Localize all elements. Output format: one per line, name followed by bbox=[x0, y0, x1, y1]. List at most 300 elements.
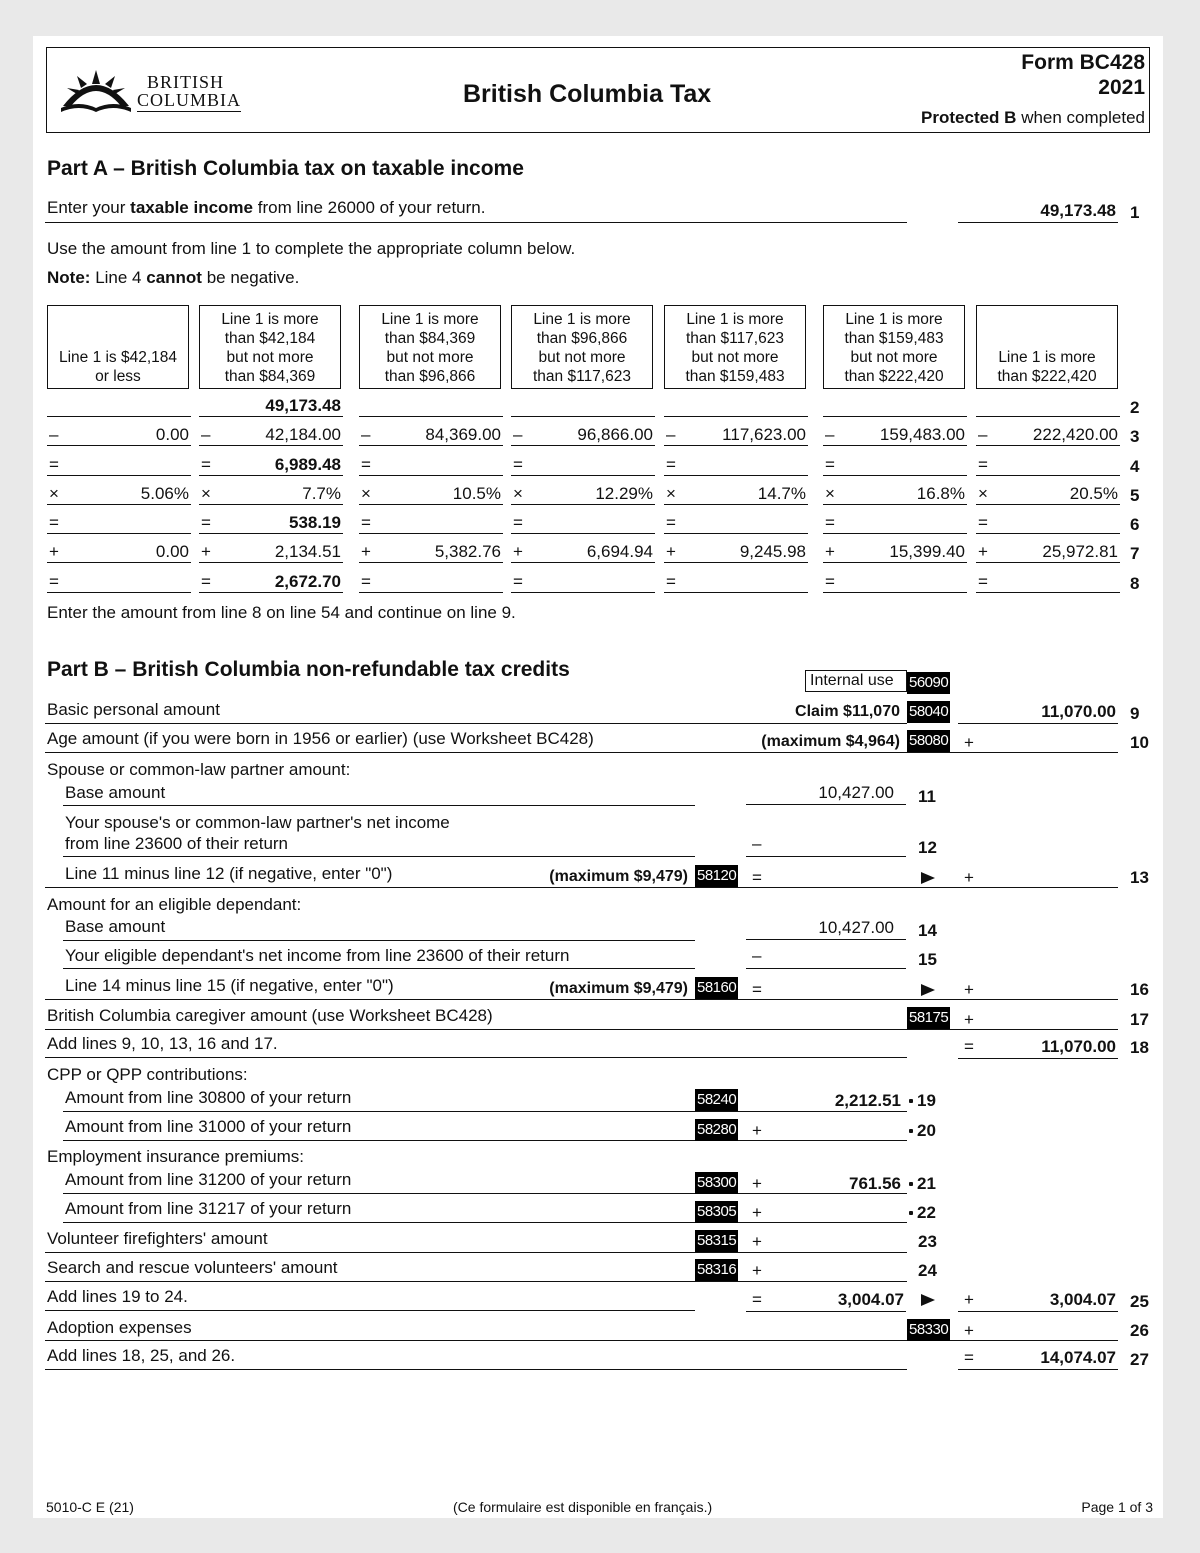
header-line: but not more bbox=[226, 349, 314, 366]
rate-cell-line2[interactable] bbox=[511, 395, 655, 417]
operator-symbol: + bbox=[666, 542, 676, 561]
line19-rule bbox=[63, 1111, 907, 1112]
header-line: but not more bbox=[850, 349, 938, 366]
cell-value: 6,694.94 bbox=[586, 542, 653, 561]
cell-value: 9,245.98 bbox=[739, 542, 806, 561]
bc-sun-logo-icon bbox=[59, 66, 133, 114]
line25-arrow-icon bbox=[921, 1294, 935, 1306]
operator-symbol: = bbox=[513, 513, 523, 532]
line-number-5: 5 bbox=[1130, 486, 1140, 505]
rate-cell-line4[interactable] bbox=[823, 454, 967, 476]
cell-value: 5,382.76 bbox=[434, 542, 501, 561]
line-number-25: 25 bbox=[1130, 1292, 1149, 1311]
line17-rule bbox=[45, 1029, 1118, 1030]
search-rescue-label: Search and rescue volunteers' amount bbox=[47, 1258, 338, 1277]
line-number-10: 10 bbox=[1130, 733, 1149, 752]
line-number-9: 9 bbox=[1130, 704, 1140, 723]
operator-symbol: – bbox=[666, 425, 676, 444]
rate-cell-line4[interactable] bbox=[199, 454, 343, 476]
rate-cell-line7[interactable] bbox=[47, 541, 191, 563]
spouse-net-label-1: Your spouse's or common-law partner's net income bbox=[65, 813, 450, 832]
line-number-14: 14 bbox=[918, 921, 937, 940]
cell-value: 159,483.00 bbox=[879, 425, 965, 444]
line14-rule bbox=[63, 940, 695, 941]
line21-plus: + bbox=[752, 1174, 762, 1193]
line16-arrow-icon bbox=[921, 984, 935, 996]
rate-cell-line4[interactable] bbox=[511, 454, 655, 476]
code-58316: 58316 bbox=[695, 1259, 738, 1281]
line19-bullet-icon bbox=[909, 1099, 913, 1103]
line27-value: 14,074.07 bbox=[1040, 1348, 1116, 1367]
header-line: than $117,623 bbox=[686, 330, 784, 347]
line-number-24: 24 bbox=[918, 1261, 937, 1280]
line21-bullet-icon bbox=[909, 1182, 913, 1186]
rate-cell-line8[interactable] bbox=[823, 571, 967, 593]
rate-cell-line3[interactable] bbox=[823, 424, 967, 446]
add25-rule bbox=[45, 1310, 695, 1311]
operator-symbol: + bbox=[978, 542, 988, 561]
rate-column-header-text bbox=[59, 348, 177, 386]
cpp-heading: CPP or QPP contributions: bbox=[47, 1065, 248, 1084]
form-code: 5010-C E (21) bbox=[46, 1499, 134, 1515]
line15-minus: – bbox=[752, 946, 762, 965]
line22-bullet-icon bbox=[909, 1211, 913, 1215]
rate-cell-line2[interactable] bbox=[823, 395, 967, 417]
internal-use-label: Internal use bbox=[810, 672, 894, 689]
cell-value: 14.7% bbox=[757, 484, 806, 503]
cell-value: 2,134.51 bbox=[274, 542, 341, 561]
line18-field[interactable] bbox=[958, 1036, 1118, 1059]
line27-equals: = bbox=[964, 1348, 974, 1367]
line-number-26: 26 bbox=[1130, 1321, 1149, 1340]
rate-cell-line5[interactable] bbox=[976, 483, 1120, 505]
cell-value: 117,623.00 bbox=[722, 425, 806, 444]
header-line: Line 1 is more bbox=[845, 311, 943, 328]
form-name: Form BC428 bbox=[1021, 51, 1145, 74]
cell-value: 42,184.00 bbox=[265, 425, 341, 444]
cell-value: 16.8% bbox=[916, 484, 965, 503]
note-cannot: cannot bbox=[146, 268, 202, 287]
line11-field[interactable] bbox=[746, 782, 906, 805]
logo-line2: COLUMBIA bbox=[137, 90, 242, 110]
operator-symbol: = bbox=[978, 572, 988, 591]
line-number-13: 13 bbox=[1130, 868, 1149, 887]
header-line: Line 1 is more bbox=[381, 311, 479, 328]
operator-symbol: × bbox=[49, 484, 59, 503]
caregiver-label: British Columbia caregiver amount (use Worksheet BC428) bbox=[47, 1006, 493, 1025]
rate-cell-line5[interactable] bbox=[359, 483, 503, 505]
rate-cell-line8[interactable] bbox=[199, 571, 343, 593]
cell-value: 2,672.70 bbox=[274, 572, 341, 591]
part-a-instruction: Use the amount from line 1 to complete the appropriate column below. bbox=[47, 239, 576, 258]
dependant-heading: Amount for an eligible dependant: bbox=[47, 895, 302, 914]
operator-symbol: = bbox=[201, 513, 211, 532]
header-line: than $42,184 bbox=[224, 330, 316, 347]
operator-symbol: – bbox=[825, 425, 835, 444]
internal-use-code: 56090 bbox=[907, 672, 950, 694]
line1-label bbox=[47, 198, 485, 218]
add27-label: Add lines 18, 25, and 26. bbox=[47, 1346, 236, 1365]
internal-use-box bbox=[805, 670, 907, 692]
line12-rule bbox=[63, 856, 695, 857]
operator-symbol: – bbox=[361, 425, 371, 444]
line19-value: 2,212.51 bbox=[834, 1091, 901, 1110]
rate-column-header-text bbox=[381, 310, 478, 386]
rate-cell-line3[interactable] bbox=[47, 424, 191, 446]
line-number-11: 11 bbox=[918, 787, 936, 806]
line10-plus: + bbox=[964, 733, 974, 752]
operator-symbol: – bbox=[49, 425, 59, 444]
header-line: but not more bbox=[386, 349, 474, 366]
rate-cell-line4[interactable] bbox=[976, 454, 1120, 476]
add27-rule bbox=[45, 1369, 907, 1370]
line-number-3: 3 bbox=[1130, 427, 1140, 446]
rate-column-header-4 bbox=[511, 305, 653, 389]
header-line: Line 1 is $42,184 bbox=[58, 349, 178, 366]
rate-column-header-text bbox=[533, 310, 631, 386]
header-line: than $96,866 bbox=[536, 330, 628, 347]
ei-heading: Employment insurance premiums: bbox=[47, 1147, 304, 1166]
code-58305: 58305 bbox=[695, 1201, 738, 1223]
rate-column-header-1 bbox=[47, 305, 189, 389]
line1-field[interactable] bbox=[958, 200, 1118, 223]
rate-cell-line5[interactable] bbox=[199, 483, 343, 505]
rate-cell-line7[interactable] bbox=[359, 541, 503, 563]
line11-rule bbox=[63, 805, 695, 806]
line23-plus: + bbox=[752, 1232, 762, 1251]
ei2-label: Amount from line 31217 of your return bbox=[65, 1199, 352, 1218]
line24-plus: + bbox=[752, 1261, 762, 1280]
line1-value: 49,173.48 bbox=[1040, 201, 1116, 220]
code-58160: 58160 bbox=[695, 977, 738, 999]
line25-mid-field[interactable] bbox=[746, 1289, 906, 1312]
line-number-17: 17 bbox=[1130, 1010, 1149, 1029]
operator-symbol: + bbox=[513, 542, 523, 561]
operator-symbol: = bbox=[666, 455, 676, 474]
header-line: than $84,369 bbox=[224, 368, 316, 385]
note-label: Note: bbox=[47, 268, 91, 287]
spouse-net-label-2: from line 23600 of their return bbox=[65, 834, 289, 853]
line25-mid-value: 3,004.07 bbox=[837, 1290, 904, 1309]
rate-cell-line7[interactable] bbox=[664, 541, 808, 563]
rate-cell-line5[interactable] bbox=[47, 483, 191, 505]
line25-equals: = bbox=[752, 1290, 762, 1309]
line26-plus: + bbox=[964, 1321, 974, 1340]
rate-column-header-7 bbox=[976, 305, 1118, 389]
operator-symbol: × bbox=[666, 484, 676, 503]
spouse-heading: Spouse or common-law partner amount: bbox=[47, 760, 351, 779]
operator-symbol: + bbox=[825, 542, 835, 561]
line1-label-post: from line 26000 of your return. bbox=[257, 198, 486, 217]
rate-cell-line2[interactable] bbox=[664, 395, 808, 417]
form-header bbox=[46, 47, 1150, 133]
code-58300: 58300 bbox=[695, 1172, 738, 1194]
cpp2-label: Amount from line 31000 of your return bbox=[65, 1117, 352, 1136]
dependant-max-label: (maximum $9,479) bbox=[549, 980, 688, 997]
operator-symbol: = bbox=[361, 455, 371, 474]
page-number: Page 1 of 3 bbox=[1081, 1499, 1153, 1515]
cell-value: 49,173.48 bbox=[265, 396, 341, 415]
rate-cell-line5[interactable] bbox=[664, 483, 808, 505]
rate-column-header-3 bbox=[359, 305, 501, 389]
cell-value: 0.00 bbox=[155, 425, 189, 444]
line14-field[interactable] bbox=[746, 917, 906, 940]
line-number-4: 4 bbox=[1130, 457, 1140, 476]
line23-rule bbox=[45, 1252, 907, 1253]
french-note: (Ce formulaire est disponible en français.) bbox=[453, 1499, 713, 1515]
ei1-label: Amount from line 31200 of your return bbox=[65, 1170, 352, 1189]
line12-field[interactable] bbox=[746, 834, 906, 857]
line-number-15: 15 bbox=[918, 950, 937, 969]
rate-cell-line8[interactable] bbox=[359, 571, 503, 593]
operator-symbol: = bbox=[49, 455, 59, 474]
rate-cell-line4[interactable] bbox=[359, 454, 503, 476]
line9-value: 11,070.00 bbox=[1041, 702, 1116, 721]
line-number-12: 12 bbox=[918, 838, 937, 857]
operator-symbol: × bbox=[201, 484, 211, 503]
rate-cell-line6[interactable] bbox=[47, 512, 191, 534]
rate-cell-line2[interactable] bbox=[47, 395, 191, 417]
header-line: than $117,623 bbox=[533, 368, 631, 385]
line-number-8: 8 bbox=[1130, 574, 1140, 593]
part-a-footer-instruction: Enter the amount from line 8 on line 54 and continue on line 9. bbox=[47, 603, 516, 622]
rate-cell-line8[interactable] bbox=[664, 571, 808, 593]
cell-value: 5.06% bbox=[140, 484, 189, 503]
line1-rule bbox=[45, 222, 907, 223]
rate-column-header-6 bbox=[823, 305, 965, 389]
line16-plus: + bbox=[964, 980, 974, 999]
operator-symbol: = bbox=[513, 455, 523, 474]
line16-rule bbox=[45, 999, 1118, 1000]
rate-cell-line6[interactable] bbox=[976, 512, 1120, 534]
rate-cell-line6[interactable] bbox=[359, 512, 503, 534]
basic-personal-label: Basic personal amount bbox=[47, 700, 220, 719]
cell-value: 25,972.81 bbox=[1042, 542, 1118, 561]
operator-symbol: = bbox=[513, 572, 523, 591]
operator-symbol: = bbox=[49, 572, 59, 591]
protected-status bbox=[921, 108, 1145, 128]
line-number-6: 6 bbox=[1130, 515, 1140, 534]
operator-symbol: = bbox=[825, 455, 835, 474]
adoption-label: Adoption expenses bbox=[47, 1318, 192, 1337]
rate-cell-line6[interactable] bbox=[823, 512, 967, 534]
line9-field[interactable] bbox=[958, 701, 1118, 724]
cell-value: 12.29% bbox=[595, 484, 653, 503]
part-a-note bbox=[47, 268, 299, 288]
line1-label-pre: Enter your bbox=[47, 198, 126, 217]
operator-symbol: × bbox=[513, 484, 523, 503]
operator-symbol: = bbox=[49, 513, 59, 532]
operator-symbol: = bbox=[361, 513, 371, 532]
line24-rule bbox=[45, 1281, 907, 1282]
line12-minus: – bbox=[752, 834, 762, 853]
line20-plus: + bbox=[752, 1121, 762, 1140]
header-line: than $159,483 bbox=[844, 330, 944, 347]
line13-equals: = bbox=[752, 868, 762, 887]
age-amount-label: Age amount (if you were born in 1956 or earlier) (use Worksheet BC428) bbox=[47, 729, 594, 748]
code-58240: 58240 bbox=[695, 1089, 738, 1111]
code-58315: 58315 bbox=[695, 1230, 738, 1252]
line27-field[interactable] bbox=[958, 1347, 1118, 1370]
operator-symbol: = bbox=[201, 455, 211, 474]
rate-cell-line6[interactable] bbox=[664, 512, 808, 534]
operator-symbol: × bbox=[361, 484, 371, 503]
operator-symbol: × bbox=[978, 484, 988, 503]
line22-plus: + bbox=[752, 1203, 762, 1222]
code-58175: 58175 bbox=[907, 1007, 950, 1029]
line25-plus: + bbox=[964, 1290, 974, 1309]
line15-field[interactable] bbox=[746, 946, 906, 969]
rate-cell-line8[interactable] bbox=[511, 571, 655, 593]
operator-symbol: + bbox=[49, 542, 59, 561]
line14-value: 10,427.00 bbox=[818, 918, 894, 937]
header-line: than $159,483 bbox=[685, 368, 785, 385]
rate-cell-line3[interactable] bbox=[511, 424, 655, 446]
code-58330: 58330 bbox=[907, 1319, 950, 1341]
line13-plus: + bbox=[964, 868, 974, 887]
rate-cell-line3[interactable] bbox=[664, 424, 808, 446]
header-line: but not more bbox=[538, 349, 626, 366]
rate-cell-line4[interactable] bbox=[664, 454, 808, 476]
line16-equals: = bbox=[752, 980, 762, 999]
rate-cell-line8[interactable] bbox=[47, 571, 191, 593]
header-line: Line 1 is more bbox=[221, 311, 319, 328]
header-line: than $84,369 bbox=[384, 330, 476, 347]
rate-cell-line7[interactable] bbox=[199, 541, 343, 563]
header-line: Line 1 is more bbox=[533, 311, 631, 328]
line-number-23: 23 bbox=[918, 1232, 937, 1251]
rate-column-header-text bbox=[844, 310, 943, 386]
header-line: than $222,420 bbox=[844, 368, 944, 385]
line22-rule bbox=[63, 1222, 907, 1223]
line-number-16: 16 bbox=[1130, 980, 1149, 999]
line18-value: 11,070.00 bbox=[1041, 1037, 1116, 1056]
line-number-19: 19 bbox=[917, 1091, 936, 1110]
cell-value: 222,420.00 bbox=[1032, 425, 1118, 444]
note-post: be negative. bbox=[206, 268, 300, 287]
rate-cell-line3[interactable] bbox=[359, 424, 503, 446]
line13-arrow-icon bbox=[921, 872, 935, 884]
logo-line1: BRITISH bbox=[147, 72, 225, 92]
code-58040: 58040 bbox=[907, 701, 950, 723]
part-a-heading: Part A – British Columbia tax on taxable income bbox=[47, 157, 524, 180]
line26-rule bbox=[45, 1340, 1118, 1341]
spouse-base-label: Base amount bbox=[65, 783, 166, 802]
line17-plus: + bbox=[964, 1010, 974, 1029]
line20-bullet-icon bbox=[909, 1129, 913, 1133]
header-line: but not more bbox=[691, 349, 779, 366]
header-line: than $222,420 bbox=[997, 368, 1097, 385]
rate-cell-line5[interactable] bbox=[511, 483, 655, 505]
dependant-net-label: Your eligible dependant's net income from line 23600 of their return bbox=[65, 946, 570, 965]
rate-cell-line7[interactable] bbox=[823, 541, 967, 563]
line11-value: 10,427.00 bbox=[818, 783, 894, 802]
rate-column-header-text bbox=[997, 348, 1096, 386]
line15-rule bbox=[63, 968, 695, 969]
operator-symbol: = bbox=[361, 572, 371, 591]
line10-field[interactable] bbox=[958, 730, 1118, 752]
dependant-minus-label: Line 14 minus line 15 (if negative, enter "0") bbox=[65, 976, 394, 995]
rate-cell-line4[interactable] bbox=[47, 454, 191, 476]
header-line: than $96,866 bbox=[384, 368, 476, 385]
operator-symbol: = bbox=[201, 572, 211, 591]
dependant-base-label: Base amount bbox=[65, 917, 166, 936]
rate-cell-line3[interactable] bbox=[199, 424, 343, 446]
rate-column-header-2 bbox=[199, 305, 341, 389]
spouse-minus-label: Line 11 minus line 12 (if negative, enter "0") bbox=[65, 864, 393, 883]
code-58280: 58280 bbox=[695, 1119, 738, 1141]
rate-column-header-text bbox=[221, 310, 318, 386]
rate-cell-line6[interactable] bbox=[511, 512, 655, 534]
header-line: or less bbox=[95, 368, 141, 385]
rate-column-header-text bbox=[685, 310, 784, 386]
operator-symbol: × bbox=[825, 484, 835, 503]
cell-value: 96,866.00 bbox=[577, 425, 653, 444]
line21-rule bbox=[63, 1193, 907, 1194]
rate-cell-line8[interactable] bbox=[976, 571, 1120, 593]
operator-symbol: = bbox=[978, 513, 988, 532]
line-number-7: 7 bbox=[1130, 544, 1140, 563]
bc-logo bbox=[59, 66, 259, 116]
operator-symbol: = bbox=[825, 572, 835, 591]
line-number-27: 27 bbox=[1130, 1350, 1149, 1369]
spouse-max-label: (maximum $9,479) bbox=[549, 868, 688, 885]
line20-rule bbox=[63, 1140, 907, 1141]
operator-symbol: – bbox=[513, 425, 523, 444]
code-58080: 58080 bbox=[907, 730, 950, 752]
cell-value: 10.5% bbox=[452, 484, 501, 503]
rate-cell-line2[interactable] bbox=[359, 395, 503, 417]
line25-value: 3,004.07 bbox=[1049, 1290, 1116, 1309]
form-page bbox=[33, 36, 1163, 1518]
header-line: Line 1 is more bbox=[686, 311, 784, 328]
line-number-20: 20 bbox=[917, 1121, 936, 1140]
basic-claim-label: Claim $11,070 bbox=[795, 703, 900, 720]
rate-cell-line3[interactable] bbox=[976, 424, 1120, 446]
cell-value: 0.00 bbox=[155, 542, 189, 561]
note-pre: Line 4 bbox=[95, 268, 142, 287]
operator-symbol: – bbox=[201, 425, 211, 444]
rate-cell-line6[interactable] bbox=[199, 512, 343, 534]
add25-label: Add lines 19 to 24. bbox=[47, 1287, 188, 1306]
rate-cell-line7[interactable] bbox=[976, 541, 1120, 563]
cell-value: 6,989.48 bbox=[274, 455, 341, 474]
line1-label-bold: taxable income bbox=[130, 198, 253, 217]
line-number-2: 2 bbox=[1130, 398, 1140, 417]
operator-symbol: = bbox=[978, 455, 988, 474]
cell-value: 20.5% bbox=[1069, 484, 1118, 503]
code-58120: 58120 bbox=[695, 865, 738, 887]
line25-field[interactable] bbox=[958, 1289, 1118, 1312]
line13-rule bbox=[45, 887, 1118, 888]
cell-value: 15,399.40 bbox=[889, 542, 965, 561]
rate-cell-line5[interactable] bbox=[823, 483, 967, 505]
line-number-21: 21 bbox=[917, 1174, 936, 1193]
rate-cell-line2[interactable] bbox=[976, 395, 1120, 417]
line21-value: 761.56 bbox=[849, 1174, 901, 1193]
age-max-label: (maximum $4,964) bbox=[761, 733, 900, 750]
add18-label: Add lines 9, 10, 13, 16 and 17. bbox=[47, 1034, 278, 1053]
line-number-22: 22 bbox=[917, 1203, 936, 1222]
line-number-18: 18 bbox=[1130, 1038, 1149, 1057]
rate-cell-line2[interactable] bbox=[199, 395, 343, 417]
protected-rest: when completed bbox=[1021, 108, 1145, 127]
rate-column-header-5 bbox=[664, 305, 806, 389]
protected-b: Protected B bbox=[921, 108, 1017, 127]
rate-cell-line7[interactable] bbox=[511, 541, 655, 563]
add18-rule bbox=[45, 1057, 907, 1058]
operator-symbol: – bbox=[978, 425, 988, 444]
